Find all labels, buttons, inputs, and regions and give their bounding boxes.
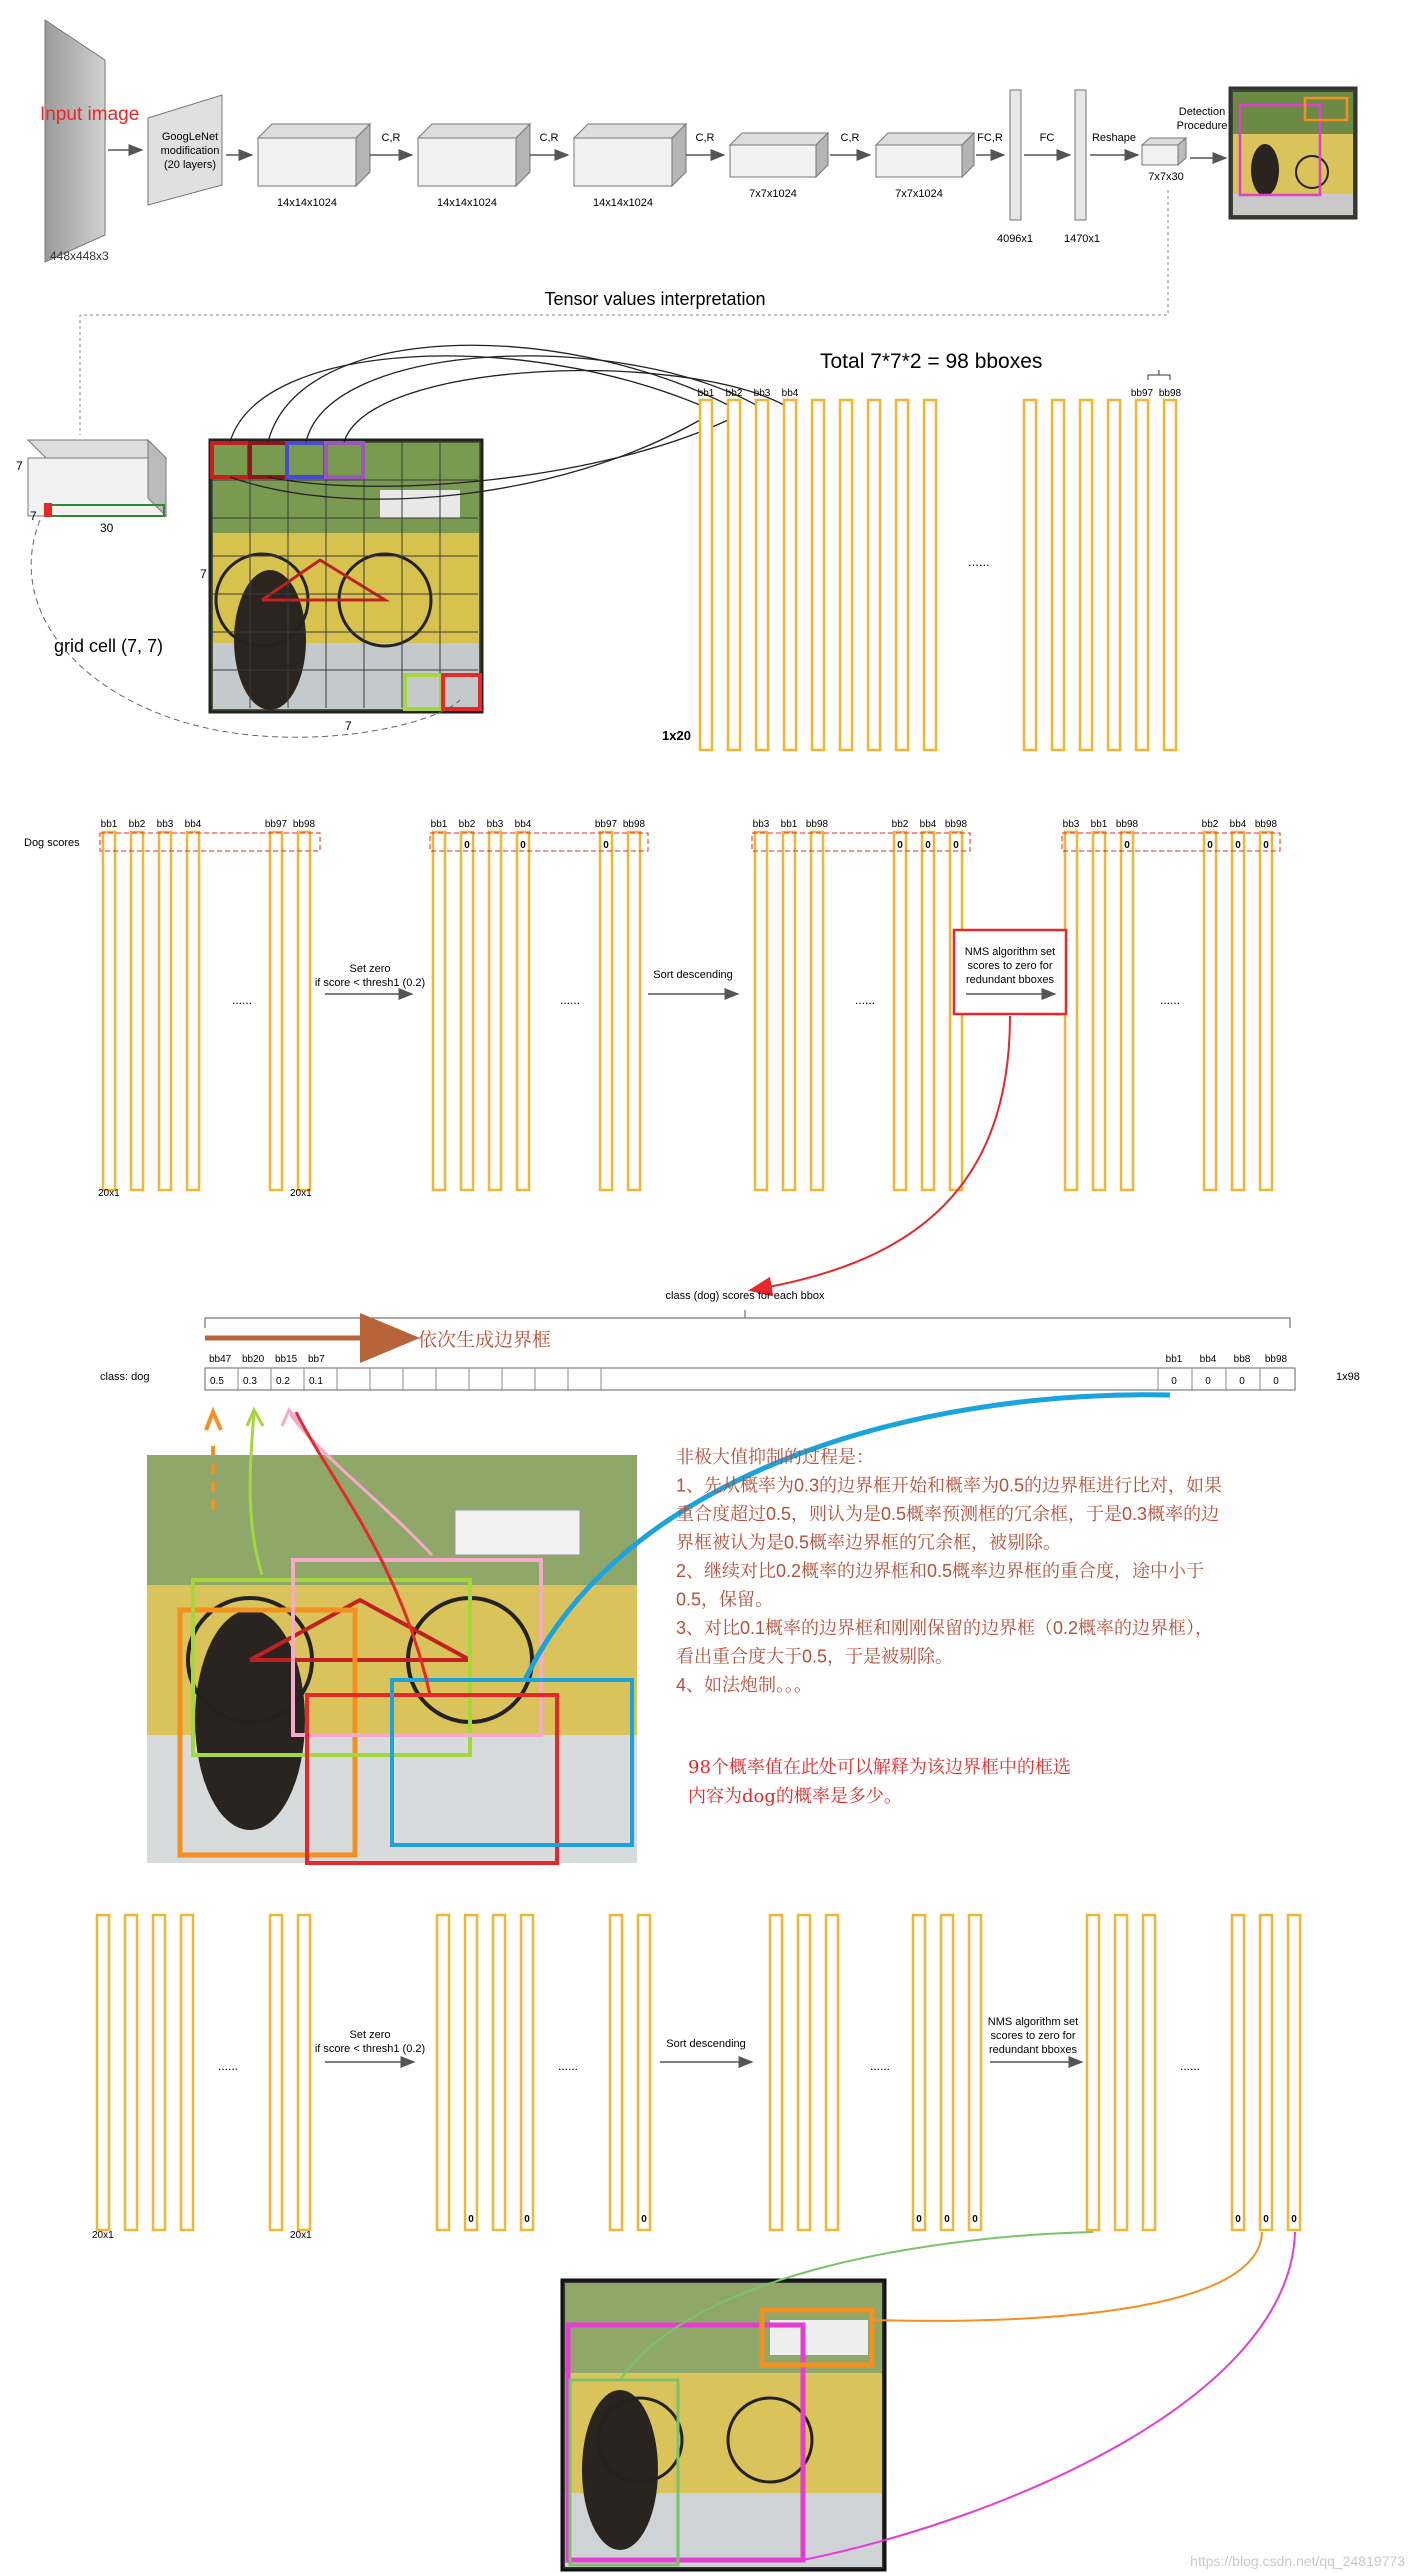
conv-block-front — [876, 145, 962, 177]
score-bar-label: bb98 — [292, 819, 316, 830]
explanation-line: 0.5，保留。 — [676, 1589, 774, 1610]
fc1-bar — [1010, 90, 1021, 220]
bottom-score-bar — [969, 1915, 981, 2230]
bbox-vector-bar — [896, 400, 908, 750]
bbox-vector-bar — [1164, 400, 1176, 750]
score-bar-label: bb2 — [128, 819, 146, 830]
class-size-label: 1x98 — [1336, 1371, 1360, 1383]
conv-block-size: 7x7x1024 — [895, 188, 943, 200]
class-cell-value: 0.5 — [210, 1376, 224, 1387]
googlenet-label-2: modification — [160, 145, 220, 157]
grid-bottom-dim: 7 — [345, 719, 352, 733]
bottom-setzero-1: Set zero — [349, 2029, 391, 2041]
score-group-1 — [100, 819, 320, 1190]
pipeline-arrow-label: C,R — [539, 132, 559, 144]
zero-value: 0 — [897, 840, 903, 851]
score-bar-label: bb1 — [1090, 819, 1108, 830]
conv-block-top — [574, 124, 686, 138]
detection-label-2: Procedure — [1176, 120, 1228, 132]
bbox-label: bb2 — [725, 388, 743, 399]
score-bar — [1093, 832, 1105, 1190]
score-bar — [159, 832, 171, 1190]
bbox-vector-bar — [700, 400, 712, 750]
conv-block-front — [418, 138, 516, 186]
class-cell-header: bb20 — [242, 1354, 265, 1365]
nms-box — [954, 930, 1066, 1014]
bottom-score-bar — [97, 1915, 109, 2230]
zero-value: 0 — [925, 840, 931, 851]
tensor-vec-label: 1x20 — [662, 728, 691, 743]
conv-block-front — [258, 138, 356, 186]
zero-value: 0 — [1263, 2214, 1269, 2225]
bbox-vector-bar — [924, 400, 936, 750]
pipeline-arrow-label: C,R — [381, 132, 401, 144]
pipeline — [40, 20, 1356, 263]
pipeline-arrow-label: C,R — [840, 132, 860, 144]
score-bar-label: bb3 — [1062, 819, 1080, 830]
score-bar-label: bb98 — [622, 819, 646, 830]
bottom-score-bar — [1115, 1915, 1127, 2230]
zero-value: 0 — [520, 840, 526, 851]
zero-value: 0 — [468, 2214, 474, 2225]
zero-value: 0 — [972, 2214, 978, 2225]
conv-block-size: 14x14x1024 — [277, 197, 337, 209]
input-image-label: Input image — [40, 104, 140, 125]
tensor-dim-d: 30 — [100, 521, 114, 535]
score-bar — [461, 832, 473, 1190]
pipeline-arrow-label: FC,R — [977, 132, 1003, 144]
scores-section — [24, 819, 1280, 1290]
pipeline-arrow-label: FC — [1039, 132, 1055, 144]
class-cell-header: bb98 — [1264, 1354, 1288, 1365]
explanation-line: 看出重合度大于0.5，于是被剔除。 — [676, 1646, 954, 1667]
grid-image — [210, 440, 482, 712]
input-size-label: 448x448x3 — [50, 249, 109, 263]
bottom-sort: Sort descending — [666, 2038, 746, 2050]
score-bar — [894, 832, 906, 1190]
conv-block-top — [876, 133, 974, 145]
score-bar-label: bb98 — [944, 819, 968, 830]
grid-cell-label: grid cell (7, 7) — [54, 636, 164, 656]
score-bar-label: bb1 — [780, 819, 798, 830]
class-dog-label: class: dog — [100, 1371, 150, 1383]
conv-block-front — [574, 138, 672, 186]
score-bar — [1260, 832, 1272, 1190]
fc2-bar — [1075, 90, 1086, 220]
score-bar-label: bb2 — [1201, 819, 1219, 830]
red-note-2: 内容为dog的概率是多少。 — [688, 1786, 902, 1807]
class-cell-header: bb7 — [308, 1354, 325, 1365]
class-cell-value: 0.1 — [309, 1376, 323, 1387]
zero-value: 0 — [916, 2214, 922, 2225]
conv-block-size: 7x7x1024 — [749, 188, 797, 200]
class-cell-header: bb47 — [209, 1354, 232, 1365]
class-cell-value: 0 — [1171, 1376, 1177, 1387]
bbox-label: bb1 — [697, 388, 715, 399]
bottom-nms-3: redundant bboxes — [988, 2044, 1078, 2056]
step-nms-3: redundant bboxes — [965, 974, 1055, 986]
zero-value: 0 — [1235, 840, 1241, 851]
detection-result-image — [1230, 88, 1356, 218]
bbox-label: bb98 — [1158, 388, 1182, 399]
score-bar-label: bb3 — [752, 819, 770, 830]
bottom-setzero-2: if score < thresh1 (0.2) — [314, 2043, 426, 2055]
bottom-score-bar — [770, 1915, 782, 2230]
zero-value: 0 — [1207, 840, 1213, 851]
score-bar — [131, 832, 143, 1190]
bbox-vector-bar — [868, 400, 880, 750]
conv-block-2 — [418, 124, 530, 186]
bbox-vector-bar — [1052, 400, 1064, 750]
tensor-dim-w: 7 — [30, 509, 37, 523]
score-bar-label: bb4 — [184, 819, 202, 830]
score-bar-label: bb2 — [891, 819, 909, 830]
bottom-nms-2: scores to zero for — [990, 2030, 1076, 2042]
score-bar — [489, 832, 501, 1190]
score-bar-label: bb97 — [594, 819, 618, 830]
zero-value: 0 — [1263, 840, 1269, 851]
zero-value: 0 — [944, 2214, 950, 2225]
score-vec-label-2: 20x1 — [290, 1188, 312, 1199]
score-bar-label: bb4 — [919, 819, 937, 830]
conv-block-3 — [574, 124, 686, 186]
score-bar-label: bb98 — [1254, 819, 1278, 830]
bottom-score-bar — [1232, 1915, 1244, 2230]
nms-illustration — [147, 1395, 1222, 1863]
score-bar — [783, 832, 795, 1190]
bottom-vec-label-1: 20x1 — [92, 2230, 114, 2241]
score-bar-label: bb98 — [805, 819, 829, 830]
bottom-score-bar — [826, 1915, 838, 2230]
output-size: 7x7x30 — [1148, 171, 1184, 183]
bottom-score-bar — [298, 1915, 310, 2230]
bbox-vector-bar — [756, 400, 768, 750]
bbox-label: bb97 — [1130, 388, 1154, 399]
score-bar-label: bb1 — [100, 819, 118, 830]
class-cell-header: bb15 — [275, 1354, 298, 1365]
conv-block-5 — [876, 133, 974, 177]
bottom-score-bar — [941, 1915, 953, 2230]
googlenet-label-1: GoogLeNet — [161, 131, 219, 143]
conv-block-top — [258, 124, 370, 138]
class-cell-value: 0 — [1273, 1376, 1279, 1387]
conv-block-1 — [258, 124, 370, 186]
class-cell-value: 0 — [1205, 1376, 1211, 1387]
input-image-slab — [45, 20, 105, 262]
tensor-ellipsis: ...... — [968, 554, 990, 569]
score-bar-label: bb98 — [1115, 819, 1139, 830]
zero-value: 0 — [524, 2214, 530, 2225]
tensor-title: Tensor values interpretation — [544, 289, 766, 309]
explanation-line: 界框被认为是0.5概率边界框的冗余框，被剔除。 — [676, 1532, 1062, 1553]
fc1-size: 4096x1 — [996, 233, 1034, 245]
zero-value: 0 — [1124, 840, 1130, 851]
pipeline-arrow-label: C,R — [695, 132, 715, 144]
bottom-score-bar — [1260, 1915, 1272, 2230]
score-group-4 — [1062, 819, 1280, 1190]
explanation-line: 非极大值抑制的过程是： — [676, 1447, 874, 1467]
conv-block-size: 14x14x1024 — [593, 197, 653, 209]
grid-side-dim: 7 — [200, 567, 207, 581]
total-bboxes-label: Total 7*7*2 = 98 bboxes — [820, 350, 1043, 373]
pipeline-arrow-label: Reshape — [1091, 132, 1137, 144]
bottom-score-bar — [465, 1915, 477, 2230]
step-nms-1: NMS algorithm set — [964, 946, 1056, 958]
bottom-ellipsis: ...... — [870, 2059, 891, 2073]
class-cell-header: bb4 — [1199, 1354, 1217, 1365]
score-ellipsis: ...... — [1160, 993, 1181, 1007]
bottom-score-bar — [125, 1915, 137, 2230]
score-group-2 — [430, 819, 648, 1190]
step-setzero-2: if score < thresh1 (0.2) — [314, 977, 426, 989]
bbox-vector-bar — [840, 400, 852, 750]
step-setzero-1: Set zero — [349, 963, 391, 975]
score-bar — [270, 832, 282, 1190]
bottom-group-2 — [437, 1915, 650, 2230]
tensor-section — [16, 345, 1182, 750]
bbox-vector-bar — [1108, 400, 1120, 750]
bottom-score-bar — [493, 1915, 505, 2230]
explanation-line: 4、如法炮制。。。 — [676, 1675, 813, 1695]
explanation-line: 3、对比0.1概率的边界框和刚刚保留的边界框（0.2概率的边界框）， — [676, 1618, 1214, 1638]
fc2-size: 1470x1 — [1063, 233, 1101, 245]
score-ellipsis: ...... — [560, 993, 581, 1007]
score-bar-label: bb97 — [264, 819, 288, 830]
class-cell-header: bb1 — [1165, 1354, 1183, 1365]
score-bar-label: bb4 — [514, 819, 532, 830]
class-score-row — [205, 1354, 1295, 1390]
score-ellipsis: ...... — [232, 993, 253, 1007]
score-bar — [811, 832, 823, 1190]
bottom-group-3 — [770, 1915, 981, 2230]
conv-block-4 — [730, 133, 828, 177]
bottom-vec-label-2: 20x1 — [290, 2230, 312, 2241]
bbox-vector-bar — [812, 400, 824, 750]
explanation-line: 2、继续对比0.2概率的边界框和0.5概率边界框的重合度，途中小于 — [676, 1561, 1205, 1581]
bbox-vector-bar — [728, 400, 740, 750]
score-bar — [103, 832, 115, 1190]
score-bar — [433, 832, 445, 1190]
score-bar-label: bb3 — [156, 819, 174, 830]
detection-label-1: Detection — [1178, 106, 1226, 118]
class-cell-value: 0.2 — [276, 1376, 290, 1387]
score-bar — [1204, 832, 1216, 1190]
conv-block-front — [730, 145, 816, 177]
class-cell-value: 0.3 — [243, 1376, 257, 1387]
bottom-score-bar — [1087, 1915, 1099, 2230]
output-tensor-block — [1142, 138, 1186, 165]
score-bar — [1121, 832, 1133, 1190]
bottom-score-bar — [521, 1915, 533, 2230]
zero-value: 0 — [1291, 2214, 1297, 2225]
zero-value: 0 — [641, 2214, 647, 2225]
class-cell-value: 0 — [1239, 1376, 1245, 1387]
score-bar-label: bb2 — [458, 819, 476, 830]
zero-value: 0 — [1235, 2214, 1241, 2225]
zero-value: 0 — [603, 840, 609, 851]
score-bar-label: bb4 — [1229, 819, 1247, 830]
score-bar — [628, 832, 640, 1190]
bottom-ellipsis: ...... — [218, 2059, 239, 2073]
bottom-section — [92, 1915, 1300, 2570]
tensor-dim-h: 7 — [16, 459, 23, 473]
bottom-score-bar — [638, 1915, 650, 2230]
class-row-header: class (dog) scores for each bbox — [665, 1290, 825, 1302]
score-bar — [187, 832, 199, 1190]
score-ellipsis: ...... — [855, 993, 876, 1007]
bottom-score-bar — [1288, 1915, 1300, 2230]
dog-scores-label: Dog scores — [24, 837, 80, 849]
zero-value: 0 — [953, 840, 959, 851]
watermark: https://blog.csdn.net/qq_24819773 — [1190, 2553, 1405, 2569]
bbox-vector-bar — [1080, 400, 1092, 750]
score-bar — [1232, 832, 1244, 1190]
bottom-nms-1: NMS algorithm set — [987, 2016, 1079, 2028]
bottom-score-bar — [798, 1915, 810, 2230]
googlenet-label-3: (20 layers) — [164, 159, 216, 171]
score-bar — [298, 832, 310, 1190]
score-group-3 — [752, 819, 970, 1190]
bottom-group-4 — [1087, 1915, 1300, 2230]
explanation-line: 重合度超过0.5，则认为是0.5概率预测框的冗余框，于是0.3概率的边 — [676, 1504, 1220, 1524]
bbox-label: bb4 — [781, 388, 799, 399]
score-bar-label: bb1 — [430, 819, 448, 830]
explanation-line: 1、先从概率为0.3的边界框开始和概率为0.5的边界框进行比对，如果 — [676, 1475, 1223, 1496]
conv-block-size: 14x14x1024 — [437, 197, 497, 209]
bottom-score-bar — [610, 1915, 622, 2230]
bottom-group-1 — [97, 1915, 310, 2230]
score-bar — [600, 832, 612, 1190]
score-bar — [755, 832, 767, 1190]
score-bar — [517, 832, 529, 1190]
bottom-ellipsis: ...... — [1180, 2059, 1201, 2073]
bbox-vector-bar — [784, 400, 796, 750]
step-nms-2: scores to zero for — [967, 960, 1053, 972]
conv-block-top — [418, 124, 530, 138]
bbox-label: bb3 — [753, 388, 771, 399]
class-cell-header: bb8 — [1233, 1354, 1251, 1365]
bottom-score-bar — [913, 1915, 925, 2230]
bottom-ellipsis: ...... — [558, 2059, 579, 2073]
step-sort: Sort descending — [653, 969, 733, 981]
bottom-score-bar — [1143, 1915, 1155, 2230]
score-bar-label: bb3 — [486, 819, 504, 830]
bottom-score-bar — [153, 1915, 165, 2230]
zero-value: 0 — [464, 840, 470, 851]
conv-block-top — [730, 133, 828, 145]
score-vec-label-1: 20x1 — [98, 1188, 120, 1199]
bottom-score-bar — [437, 1915, 449, 2230]
bbox-vector-bar — [1136, 400, 1148, 750]
bbox-vector-bar — [1024, 400, 1036, 750]
arrow-chinese-label: 依次生成边界框 — [418, 1329, 552, 1351]
tensor-cuboid — [28, 440, 166, 517]
score-bar — [922, 832, 934, 1190]
class-row-section — [100, 1290, 1360, 1390]
bottom-score-bar — [181, 1915, 193, 2230]
bottom-score-bar — [270, 1915, 282, 2230]
red-note-1: 98个概率值在此处可以解释为该边界框中的框选 — [688, 1757, 1071, 1778]
